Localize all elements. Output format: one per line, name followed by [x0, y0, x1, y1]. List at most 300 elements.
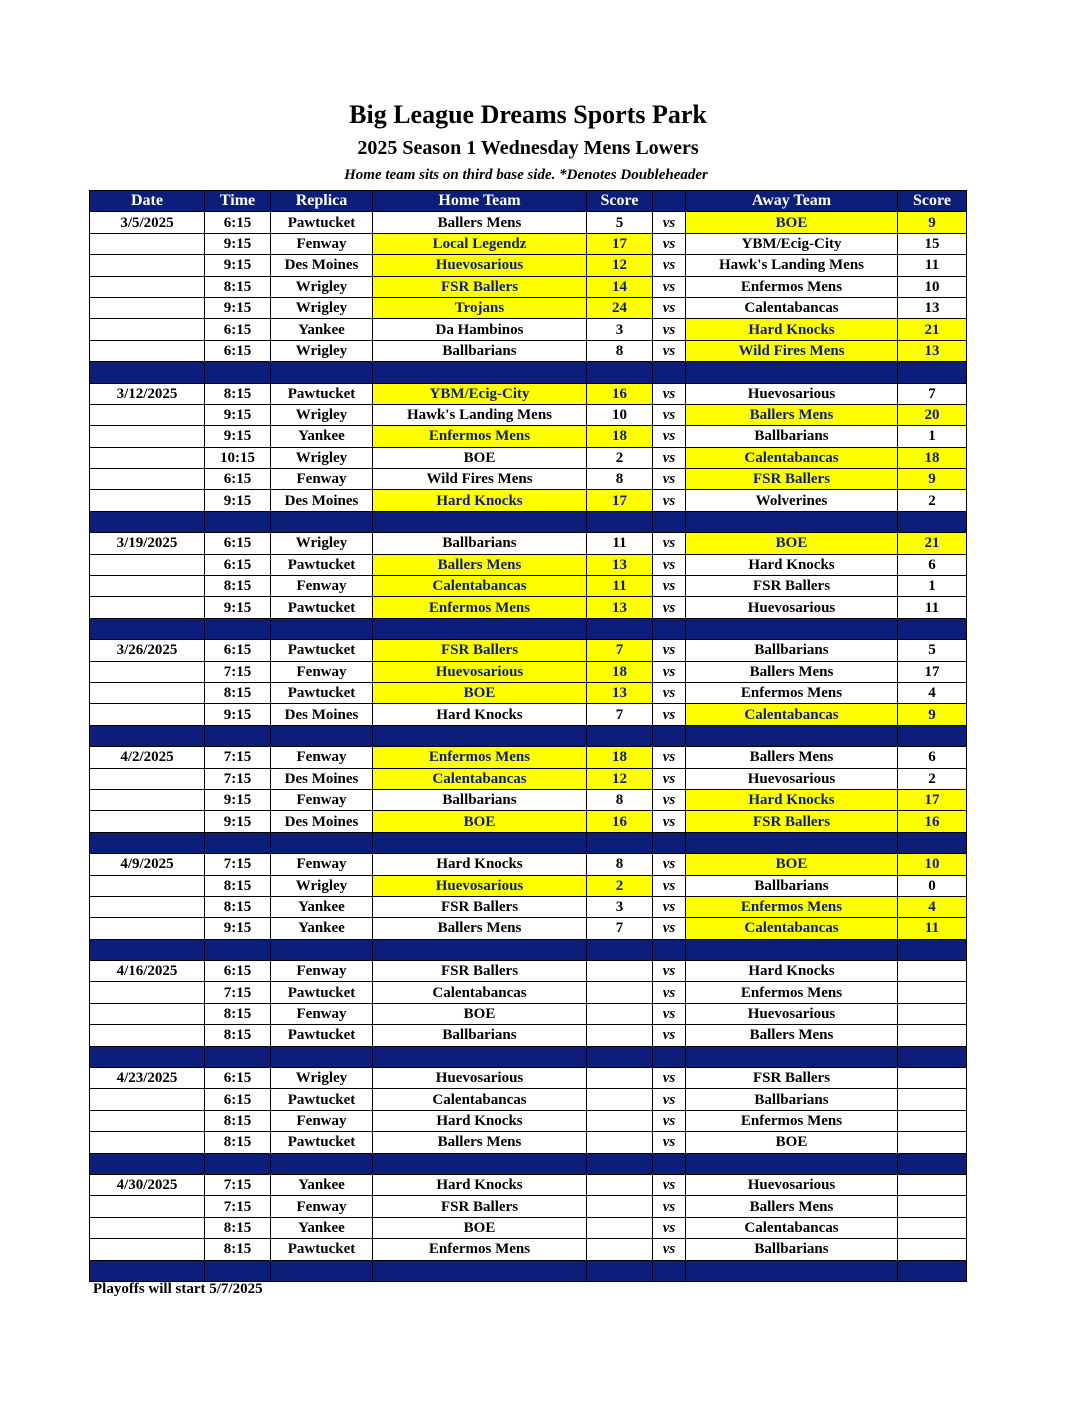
replica-cell: Pawtucket [271, 682, 373, 703]
date-cell: 4/9/2025 [90, 854, 205, 875]
home-team-cell: BOE [373, 447, 587, 468]
game-row [90, 747, 967, 768]
vs-cell: vs [653, 918, 686, 939]
home-score-cell [587, 1174, 653, 1195]
home-score-cell: 17 [587, 490, 653, 511]
vs-cell: vs [653, 233, 686, 254]
home-team-cell: BOE [373, 1003, 587, 1024]
time-cell: 9:15 [205, 255, 271, 276]
vs-cell: vs [653, 682, 686, 703]
date-cell [90, 426, 205, 447]
col-header-vs [653, 191, 686, 212]
home-team-cell: FSR Ballers [373, 640, 587, 661]
away-team-cell: Ballbarians [686, 1089, 898, 1110]
away-team-cell: Hawk's Landing Mens [686, 255, 898, 276]
vs-cell: vs [653, 576, 686, 597]
time-cell: 9:15 [205, 597, 271, 618]
away-score-cell: 1 [898, 426, 967, 447]
away-score-cell [898, 1239, 967, 1260]
separator-cell [587, 939, 653, 960]
home-score-cell: 18 [587, 426, 653, 447]
replica-cell: Pawtucket [271, 640, 373, 661]
date-cell [90, 1217, 205, 1238]
week-separator [90, 511, 967, 532]
away-score-cell [898, 982, 967, 1003]
separator-cell [271, 1153, 373, 1174]
date-cell: 3/5/2025 [90, 212, 205, 233]
game-row [90, 982, 967, 1003]
replica-cell: Wrigley [271, 297, 373, 318]
separator-cell [898, 832, 967, 853]
time-cell: 6:15 [205, 212, 271, 233]
home-score-cell [587, 1110, 653, 1131]
vs-cell: vs [653, 1239, 686, 1260]
home-score-cell: 18 [587, 661, 653, 682]
separator-cell [90, 939, 205, 960]
time-cell: 8:15 [205, 1132, 271, 1153]
home-team-cell: Ballbarians [373, 340, 587, 361]
home-team-cell: Calentabancas [373, 982, 587, 1003]
vs-cell: vs [653, 255, 686, 276]
away-team-cell: FSR Ballers [686, 469, 898, 490]
home-team-cell: Ballers Mens [373, 554, 587, 575]
away-score-cell: 20 [898, 404, 967, 425]
week-separator [90, 725, 967, 746]
game-row [90, 811, 967, 832]
time-cell: 8:15 [205, 875, 271, 896]
game-row [90, 255, 967, 276]
replica-cell: Pawtucket [271, 1089, 373, 1110]
home-score-cell [587, 1003, 653, 1024]
away-score-cell: 15 [898, 233, 967, 254]
home-team-cell: YBM/Ecig-City [373, 383, 587, 404]
time-cell: 6:15 [205, 340, 271, 361]
away-team-cell: Huevosarious [686, 383, 898, 404]
page-subtitle: 2025 Season 1 Wednesday Mens Lowers [357, 137, 699, 159]
replica-cell: Fenway [271, 661, 373, 682]
game-row [90, 276, 967, 297]
away-team-cell: Wolverines [686, 490, 898, 511]
replica-cell: Des Moines [271, 255, 373, 276]
game-row [90, 789, 967, 810]
replica-cell: Fenway [271, 961, 373, 982]
date-cell [90, 447, 205, 468]
away-team-cell: Hard Knocks [686, 554, 898, 575]
replica-cell: Wrigley [271, 276, 373, 297]
game-row [90, 426, 967, 447]
away-score-cell: 10 [898, 276, 967, 297]
replica-cell: Wrigley [271, 875, 373, 896]
replica-cell: Wrigley [271, 340, 373, 361]
page-title: Big League Dreams Sports Park [349, 100, 707, 129]
home-team-cell: Hard Knocks [373, 854, 587, 875]
away-score-cell: 9 [898, 212, 967, 233]
replica-cell: Pawtucket [271, 554, 373, 575]
away-score-cell [898, 1196, 967, 1217]
away-score-cell [898, 1003, 967, 1024]
home-team-cell: Hard Knocks [373, 1174, 587, 1195]
away-score-cell: 11 [898, 597, 967, 618]
vs-cell: vs [653, 1089, 686, 1110]
date-cell [90, 1239, 205, 1260]
home-team-cell: Enfermos Mens [373, 597, 587, 618]
date-cell [90, 490, 205, 511]
away-team-cell: Ballbarians [686, 640, 898, 661]
home-score-cell: 7 [587, 640, 653, 661]
away-score-cell: 4 [898, 896, 967, 917]
separator-cell [373, 362, 587, 383]
vs-cell: vs [653, 640, 686, 661]
col-header-replica: Replica [271, 191, 373, 212]
home-score-cell [587, 982, 653, 1003]
vs-cell: vs [653, 1217, 686, 1238]
game-row [90, 661, 967, 682]
away-score-cell: 2 [898, 490, 967, 511]
away-team-cell: Huevosarious [686, 1003, 898, 1024]
separator-cell [90, 1153, 205, 1174]
home-score-cell: 8 [587, 789, 653, 810]
home-score-cell [587, 1068, 653, 1089]
home-team-cell: Ballbarians [373, 789, 587, 810]
game-row [90, 682, 967, 703]
home-team-cell: Calentabancas [373, 768, 587, 789]
separator-cell [271, 939, 373, 960]
game-row [90, 1003, 967, 1024]
time-cell: 8:15 [205, 1239, 271, 1260]
date-cell: 3/19/2025 [90, 533, 205, 554]
away-team-cell: Enfermos Mens [686, 896, 898, 917]
home-team-cell: BOE [373, 682, 587, 703]
home-score-cell: 16 [587, 811, 653, 832]
separator-cell [653, 618, 686, 639]
away-team-cell: Calentabancas [686, 447, 898, 468]
vs-cell: vs [653, 1025, 686, 1046]
home-team-cell: Trojans [373, 297, 587, 318]
game-row [90, 383, 967, 404]
home-score-cell [587, 1132, 653, 1153]
home-score-cell: 12 [587, 768, 653, 789]
replica-cell: Des Moines [271, 490, 373, 511]
vs-cell: vs [653, 661, 686, 682]
time-cell: 7:15 [205, 1196, 271, 1217]
separator-cell [587, 618, 653, 639]
date-cell [90, 768, 205, 789]
away-team-cell: Hard Knocks [686, 319, 898, 340]
separator-cell [686, 1153, 898, 1174]
replica-cell: Fenway [271, 576, 373, 597]
home-score-cell: 8 [587, 469, 653, 490]
home-score-cell: 3 [587, 896, 653, 917]
time-cell: 7:15 [205, 747, 271, 768]
game-row [90, 1217, 967, 1238]
away-team-cell: BOE [686, 533, 898, 554]
date-cell [90, 1132, 205, 1153]
away-team-cell: Ballbarians [686, 426, 898, 447]
time-cell: 8:15 [205, 576, 271, 597]
home-team-cell: Enfermos Mens [373, 747, 587, 768]
separator-cell [587, 832, 653, 853]
away-team-cell: Ballers Mens [686, 1025, 898, 1046]
separator-cell [373, 939, 587, 960]
away-team-cell: Wild Fires Mens [686, 340, 898, 361]
away-score-cell: 21 [898, 533, 967, 554]
home-score-cell [587, 1025, 653, 1046]
replica-cell: Des Moines [271, 811, 373, 832]
away-team-cell: Huevosarious [686, 597, 898, 618]
week-separator [90, 618, 967, 639]
home-score-cell: 2 [587, 447, 653, 468]
home-team-cell: Hard Knocks [373, 704, 587, 725]
vs-cell: vs [653, 447, 686, 468]
time-cell: 8:15 [205, 682, 271, 703]
home-team-cell: Calentabancas [373, 1089, 587, 1110]
away-score-cell: 6 [898, 554, 967, 575]
separator-cell [898, 618, 967, 639]
game-row [90, 297, 967, 318]
time-cell: 6:15 [205, 469, 271, 490]
away-score-cell [898, 1217, 967, 1238]
home-score-cell: 8 [587, 340, 653, 361]
away-team-cell: Enfermos Mens [686, 682, 898, 703]
away-score-cell: 9 [898, 704, 967, 725]
replica-cell: Yankee [271, 918, 373, 939]
away-team-cell: BOE [686, 1132, 898, 1153]
time-cell: 7:15 [205, 982, 271, 1003]
away-score-cell: 17 [898, 661, 967, 682]
date-cell [90, 982, 205, 1003]
replica-cell: Fenway [271, 1003, 373, 1024]
away-team-cell: Ballbarians [686, 1239, 898, 1260]
replica-cell: Pawtucket [271, 383, 373, 404]
game-row [90, 1132, 967, 1153]
home-team-cell: Hard Knocks [373, 1110, 587, 1131]
game-row [90, 404, 967, 425]
home-score-cell: 11 [587, 576, 653, 597]
game-row [90, 1174, 967, 1195]
separator-cell [686, 362, 898, 383]
date-cell [90, 1110, 205, 1131]
away-team-cell: FSR Ballers [686, 576, 898, 597]
time-cell: 8:15 [205, 383, 271, 404]
away-score-cell: 7 [898, 383, 967, 404]
vs-cell: vs [653, 554, 686, 575]
time-cell: 9:15 [205, 490, 271, 511]
away-score-cell [898, 1110, 967, 1131]
away-score-cell [898, 1068, 967, 1089]
home-score-cell [587, 1239, 653, 1260]
separator-cell [898, 1260, 967, 1281]
replica-cell: Wrigley [271, 533, 373, 554]
time-cell: 6:15 [205, 1068, 271, 1089]
separator-cell [271, 362, 373, 383]
time-cell: 8:15 [205, 1217, 271, 1238]
game-row [90, 768, 967, 789]
game-row [90, 469, 967, 490]
vs-cell: vs [653, 1132, 686, 1153]
col-header-time: Time [205, 191, 271, 212]
game-row [90, 704, 967, 725]
col-header-home-team: Home Team [373, 191, 587, 212]
away-score-cell: 13 [898, 297, 967, 318]
away-score-cell [898, 1025, 967, 1046]
game-row [90, 340, 967, 361]
separator-cell [90, 618, 205, 639]
time-cell: 9:15 [205, 233, 271, 254]
game-row [90, 1239, 967, 1260]
separator-cell [587, 1260, 653, 1281]
playoffs-note: Playoffs will start 5/7/2025 [93, 1281, 263, 1297]
vs-cell: vs [653, 1003, 686, 1024]
home-team-cell: Hard Knocks [373, 490, 587, 511]
separator-cell [686, 725, 898, 746]
date-cell: 3/12/2025 [90, 383, 205, 404]
date-cell: 4/30/2025 [90, 1174, 205, 1195]
away-score-cell: 11 [898, 255, 967, 276]
date-cell [90, 704, 205, 725]
home-score-cell: 7 [587, 704, 653, 725]
separator-cell [205, 1153, 271, 1174]
home-team-cell: BOE [373, 811, 587, 832]
time-cell: 8:15 [205, 896, 271, 917]
separator-cell [653, 1153, 686, 1174]
time-cell: 7:15 [205, 1174, 271, 1195]
away-score-cell: 11 [898, 918, 967, 939]
vs-cell: vs [653, 896, 686, 917]
date-cell [90, 576, 205, 597]
home-score-cell: 11 [587, 533, 653, 554]
time-cell: 9:15 [205, 811, 271, 832]
home-team-cell: Huevosarious [373, 1068, 587, 1089]
date-cell [90, 896, 205, 917]
week-separator [90, 832, 967, 853]
date-cell [90, 319, 205, 340]
date-cell [90, 297, 205, 318]
away-score-cell: 21 [898, 319, 967, 340]
separator-cell [271, 1260, 373, 1281]
vs-cell: vs [653, 875, 686, 896]
game-row [90, 597, 967, 618]
home-team-cell: Ballbarians [373, 1025, 587, 1046]
date-cell [90, 682, 205, 703]
game-row [90, 875, 967, 896]
away-team-cell: Calentabancas [686, 1217, 898, 1238]
home-score-cell: 8 [587, 854, 653, 875]
replica-cell: Yankee [271, 426, 373, 447]
replica-cell: Yankee [271, 319, 373, 340]
week-separator [90, 1260, 967, 1281]
time-cell: 6:15 [205, 961, 271, 982]
separator-cell [653, 1260, 686, 1281]
away-team-cell: Calentabancas [686, 918, 898, 939]
home-score-cell: 14 [587, 276, 653, 297]
home-team-cell: Local Legendz [373, 233, 587, 254]
separator-cell [205, 511, 271, 532]
separator-cell [373, 511, 587, 532]
time-cell: 6:15 [205, 319, 271, 340]
week-separator [90, 1153, 967, 1174]
vs-cell: vs [653, 340, 686, 361]
game-row [90, 212, 967, 233]
replica-cell: Pawtucket [271, 597, 373, 618]
time-cell: 8:15 [205, 1110, 271, 1131]
home-team-cell: Ballers Mens [373, 212, 587, 233]
home-score-cell [587, 1196, 653, 1217]
week-separator [90, 362, 967, 383]
vs-cell: vs [653, 1196, 686, 1217]
date-cell [90, 255, 205, 276]
date-cell: 4/2/2025 [90, 747, 205, 768]
away-score-cell: 13 [898, 340, 967, 361]
separator-cell [205, 618, 271, 639]
replica-cell: Fenway [271, 854, 373, 875]
replica-cell: Pawtucket [271, 1025, 373, 1046]
replica-cell: Des Moines [271, 704, 373, 725]
replica-cell: Yankee [271, 1217, 373, 1238]
away-team-cell: Ballers Mens [686, 661, 898, 682]
week-separator [90, 939, 967, 960]
replica-cell: Fenway [271, 1110, 373, 1131]
home-score-cell: 24 [587, 297, 653, 318]
game-row [90, 1196, 967, 1217]
date-cell [90, 661, 205, 682]
home-score-cell: 3 [587, 319, 653, 340]
game-row [90, 1068, 967, 1089]
replica-cell: Fenway [271, 1196, 373, 1217]
week-separator [90, 1046, 967, 1067]
date-cell [90, 404, 205, 425]
vs-cell: vs [653, 768, 686, 789]
away-score-cell: 0 [898, 875, 967, 896]
home-score-cell: 7 [587, 918, 653, 939]
vs-cell: vs [653, 747, 686, 768]
separator-cell [271, 618, 373, 639]
home-team-cell: Ballbarians [373, 533, 587, 554]
time-cell: 9:15 [205, 918, 271, 939]
separator-cell [271, 725, 373, 746]
separator-cell [205, 362, 271, 383]
away-team-cell: YBM/Ecig-City [686, 233, 898, 254]
replica-cell: Fenway [271, 747, 373, 768]
time-cell: 9:15 [205, 297, 271, 318]
time-cell: 6:15 [205, 1089, 271, 1110]
date-cell [90, 233, 205, 254]
vs-cell: vs [653, 383, 686, 404]
col-header-date: Date [90, 191, 205, 212]
separator-cell [205, 1046, 271, 1067]
home-score-cell [587, 1217, 653, 1238]
vs-cell: vs [653, 533, 686, 554]
vs-cell: vs [653, 789, 686, 810]
schedule-note: Home team sits on third base side. *Denotes Doubleheader [344, 167, 708, 183]
away-team-cell: FSR Ballers [686, 811, 898, 832]
replica-cell: Wrigley [271, 404, 373, 425]
separator-cell [90, 362, 205, 383]
home-team-cell: BOE [373, 1217, 587, 1238]
away-score-cell [898, 961, 967, 982]
game-row [90, 233, 967, 254]
replica-cell: Fenway [271, 233, 373, 254]
vs-cell: vs [653, 597, 686, 618]
away-team-cell: Ballers Mens [686, 404, 898, 425]
home-score-cell: 17 [587, 233, 653, 254]
date-cell [90, 469, 205, 490]
vs-cell: vs [653, 319, 686, 340]
away-team-cell: Ballers Mens [686, 1196, 898, 1217]
separator-cell [587, 1153, 653, 1174]
time-cell: 6:15 [205, 640, 271, 661]
separator-cell [373, 725, 587, 746]
date-cell [90, 811, 205, 832]
